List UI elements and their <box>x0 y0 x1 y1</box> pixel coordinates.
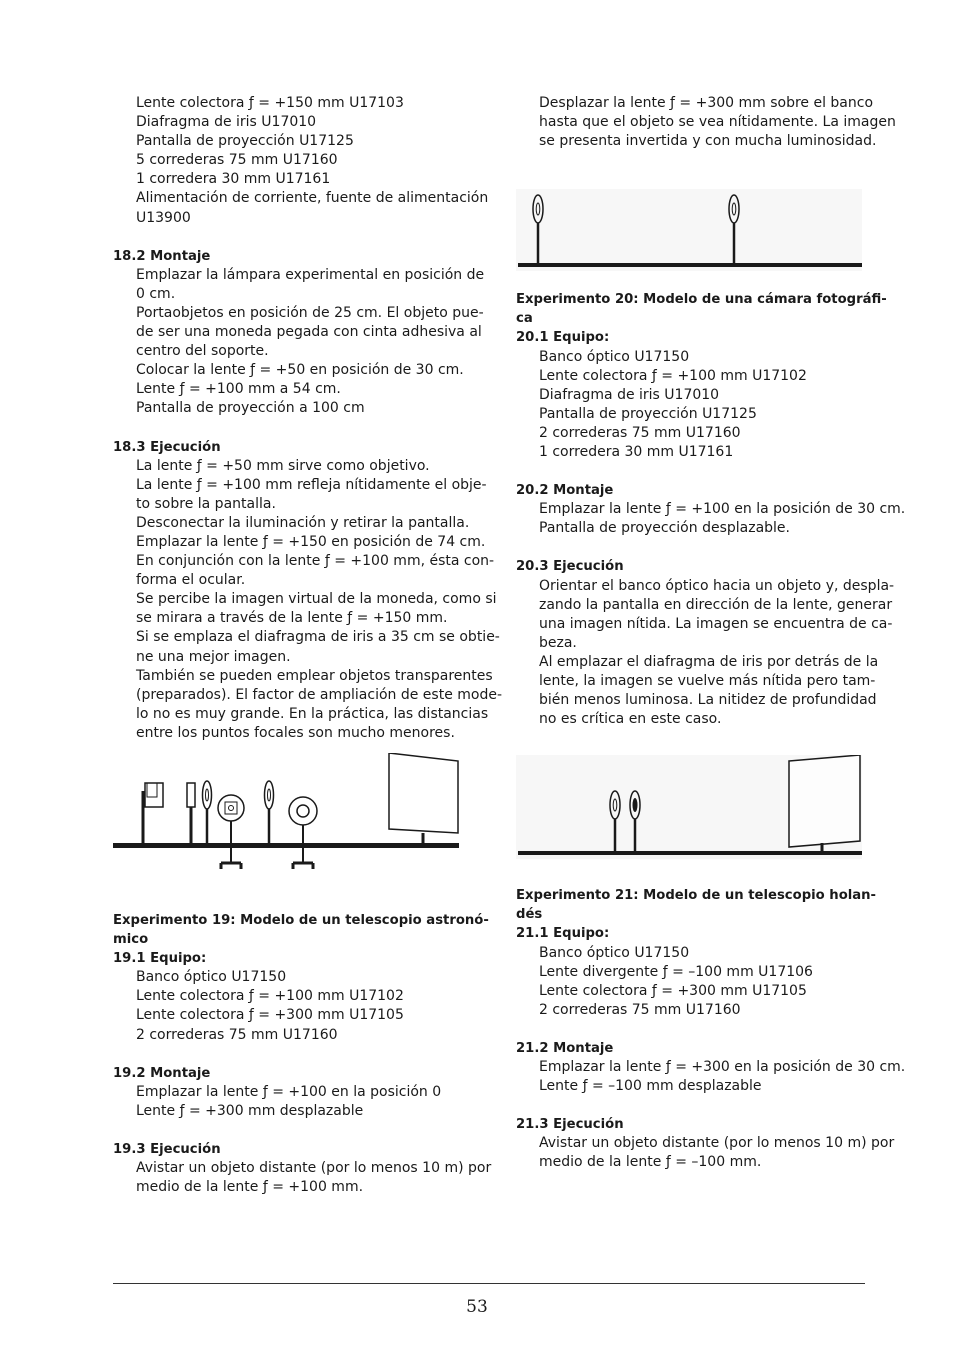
list-item: Lente colectora ƒ = +300 mm U17105 <box>136 1007 404 1024</box>
title-line: Experimento 20: Modelo de una cámara fotográfi- <box>516 292 887 308</box>
text-line: (preparados). El factor de ampliación de este mode- <box>136 686 503 703</box>
list-item: Pantalla de proyección U17125 <box>539 405 757 422</box>
text-line: Lente ƒ = +100 mm a 54 cm. <box>136 381 341 398</box>
list-item: Lente colectora ƒ = +100 mm U17102 <box>136 988 404 1005</box>
list-item: Alimentación de corriente, fuente de alimentación <box>136 190 489 207</box>
section-heading-18-2: 18.2 Montaje <box>113 248 211 264</box>
title-line: Experimento 19: Modelo de un telescopio astronó- <box>113 913 489 928</box>
projection-screen-icon <box>389 753 458 843</box>
section-heading-20-2: 20.2 Montaje <box>516 483 614 499</box>
list-item: Lente colectora ƒ = +100 mm U17102 <box>539 367 807 384</box>
bench-rail <box>518 851 862 855</box>
list-item: Lente divergente ƒ = –100 mm U17106 <box>539 963 813 980</box>
page-number: 53 <box>466 1297 488 1317</box>
section-heading-18-3: 18.3 Ejecución <box>113 439 221 455</box>
text-line: Pantalla de proyección desplazable. <box>539 520 790 537</box>
text-line: to sobre la pantalla. <box>136 495 276 512</box>
list-item: U13900 <box>136 209 191 226</box>
section-heading-20-1: 20.1 Equipo: <box>516 330 610 346</box>
title-line: dés <box>516 907 543 923</box>
figure-background <box>516 189 862 271</box>
text-line: hasta que el objeto se vea nítidamente. La imagen <box>539 114 896 131</box>
section-heading-21-3: 21.3 Ejecución <box>516 1117 624 1133</box>
text-line: Avistar un objeto distante (por lo menos 10 m) por <box>539 1135 895 1152</box>
text-line: Desplazar la lente ƒ = +300 mm sobre el banco <box>539 95 874 111</box>
bench-rail <box>113 843 459 848</box>
section-body-21-2 <box>516 1058 906 1096</box>
text-line: lente, la imagen se vuelve más nítida pero tam- <box>539 672 876 689</box>
text-line: lo no es muy grande. En la práctica, las distancias <box>136 705 489 722</box>
title-line: Experimento 21: Modelo de un telescopio holan- <box>516 888 877 904</box>
section-body-19-2 <box>113 1083 461 1121</box>
text-line: entre los puntos focales son mucho menores. <box>136 724 455 741</box>
optical-bench-diagram-20 <box>516 755 864 859</box>
section-body-20-1 <box>516 348 864 463</box>
figure-setup-20 <box>516 755 864 859</box>
section-body-21-1 <box>516 944 864 1020</box>
text-line: ne una mejor imagen. <box>136 648 291 665</box>
section-body-21-3 <box>516 1134 895 1172</box>
figure-setup-18 <box>113 753 461 879</box>
text-line: Emplazar la lente ƒ = +300 en la posición de 30 cm. <box>539 1059 906 1075</box>
section-body-19-3-cont <box>516 94 896 151</box>
text-line: se presenta invertida y con mucha luminosidad. <box>539 133 877 150</box>
section-heading-19-3: 19.3 Ejecución <box>113 1141 221 1157</box>
text-line: medio de la lente ƒ = –100 mm. <box>539 1154 762 1171</box>
lens-icon <box>265 781 274 843</box>
slide-holder-icon <box>187 783 195 843</box>
text-line: Desconectar la iluminación y retirar la pantalla. <box>136 514 470 531</box>
list-item: Diafragma de iris U17010 <box>136 114 317 131</box>
list-item: Lente colectora ƒ = +300 mm U17105 <box>539 982 807 999</box>
experiment-title-21 <box>516 886 877 924</box>
text-line: Avistar un objeto distante (por lo menos 10 m) por <box>136 1160 492 1177</box>
list-item: 1 corredera 30 mm U17161 <box>539 444 734 461</box>
text-line: La lente ƒ = +100 mm refleja nítidamente el obje- <box>136 476 487 493</box>
section-body-19-3 <box>113 1159 492 1197</box>
text-line: de ser una moneda pegada con cinta adhesiva al <box>136 324 482 341</box>
section-body-18-2 <box>113 266 485 419</box>
lamp-icon <box>143 783 163 843</box>
figure-setup-19 <box>516 189 864 271</box>
section-body-18-3 <box>113 457 503 743</box>
bench-rail <box>518 263 862 267</box>
text-line: Emplazar la lente ƒ = +100 en la posición de 30 cm. <box>539 501 906 518</box>
text-line: beza. <box>539 634 577 651</box>
section-body-19-1 <box>113 968 461 1044</box>
text-line: se mirara a través de la lente ƒ = +150 mm. <box>136 610 448 627</box>
title-line: mico <box>113 932 149 948</box>
list-item: Diafragma de iris U17010 <box>539 386 720 403</box>
text-line: medio de la lente ƒ = +100 mm. <box>136 1179 364 1196</box>
list-item: Pantalla de proyección U17125 <box>136 133 354 150</box>
footer-rule <box>113 1283 865 1284</box>
experiment-title-20 <box>516 290 887 328</box>
section-heading-21-1: 21.1 Equipo: <box>516 926 610 942</box>
text-line: Lente ƒ = –100 mm desplazable <box>539 1078 762 1095</box>
text-line: Orientar el banco óptico hacia un objeto y, despla- <box>539 577 895 594</box>
equipment-list-18-tail <box>113 94 489 228</box>
text-line: zando la pantalla en dirección de la lente, generar <box>539 596 893 613</box>
text-line: La lente ƒ = +50 mm sirve como objetivo. <box>136 457 430 474</box>
section-heading-21-2: 21.2 Montaje <box>516 1040 614 1056</box>
text-line: centro del soporte. <box>136 343 269 360</box>
iris-diaphragm-icon <box>218 795 244 869</box>
text-line: no es crítica en este caso. <box>539 711 722 728</box>
list-item: Banco óptico U17150 <box>539 348 690 365</box>
text-line: También se pueden emplear objetos transparentes <box>136 667 493 684</box>
list-item: Lente colectora ƒ = +150 mm U17103 <box>136 95 404 111</box>
lens-icon <box>203 781 212 843</box>
text-line: Al emplazar el diafragma de iris por detrás de la <box>539 653 879 670</box>
section-heading-19-2: 19.2 Montaje <box>113 1065 211 1081</box>
title-line: ca <box>516 311 533 327</box>
list-item: Banco óptico U17150 <box>539 944 690 961</box>
section-heading-20-3: 20.3 Ejecución <box>516 559 624 575</box>
text-line: Emplazar la lente ƒ = +150 en posición de 74 cm. <box>136 533 486 550</box>
iris-diaphragm-icon <box>289 797 317 869</box>
text-line: Portaobjetos en posición de 25 cm. El objeto pue- <box>136 304 484 321</box>
projection-screen-icon <box>789 755 860 851</box>
text-line: En conjunción con la lente ƒ = +100 mm, ésta con- <box>136 553 495 570</box>
text-line: Se percibe la imagen virtual de la moneda, como si <box>136 591 497 608</box>
list-item: Banco óptico U17150 <box>136 969 287 986</box>
section-body-20-3 <box>516 577 895 730</box>
text-line: Emplazar la lente ƒ = +100 en la posición 0 <box>136 1083 442 1100</box>
list-item: 2 correderas 75 mm U17160 <box>539 424 741 441</box>
list-item: 1 corredera 30 mm U17161 <box>136 171 331 188</box>
text-line: forma el ocular. <box>136 572 246 589</box>
text-line: Colocar la lente ƒ = +50 en posición de 30 cm. <box>136 362 464 379</box>
text-line: 0 cm. <box>136 285 176 302</box>
list-item: 5 correderas 75 mm U17160 <box>136 152 338 169</box>
left-column <box>113 94 503 1197</box>
section-body-20-2 <box>516 500 906 538</box>
optical-bench-diagram-19 <box>516 189 864 271</box>
optical-bench-diagram-18 <box>113 753 461 879</box>
text-line: Pantalla de proyección a 100 cm <box>136 400 365 417</box>
list-item: 2 correderas 75 mm U17160 <box>136 1026 338 1043</box>
experiment-title-19 <box>113 911 489 949</box>
text-line: Emplazar la lámpara experimental en posición de <box>136 266 485 283</box>
text-line: una imagen nítida. La imagen se encuentra de ca- <box>539 615 893 632</box>
text-line: bién menos luminosa. La nitidez de profundidad <box>539 692 877 709</box>
list-item: 2 correderas 75 mm U17160 <box>539 1001 741 1018</box>
text-line: Lente ƒ = +300 mm desplazable <box>136 1102 364 1119</box>
section-heading-19-1: 19.1 Equipo: <box>113 951 207 967</box>
text-line: Si se emplaza el diafragma de iris a 35 cm se obtie- <box>136 629 500 646</box>
right-column <box>516 94 906 1172</box>
